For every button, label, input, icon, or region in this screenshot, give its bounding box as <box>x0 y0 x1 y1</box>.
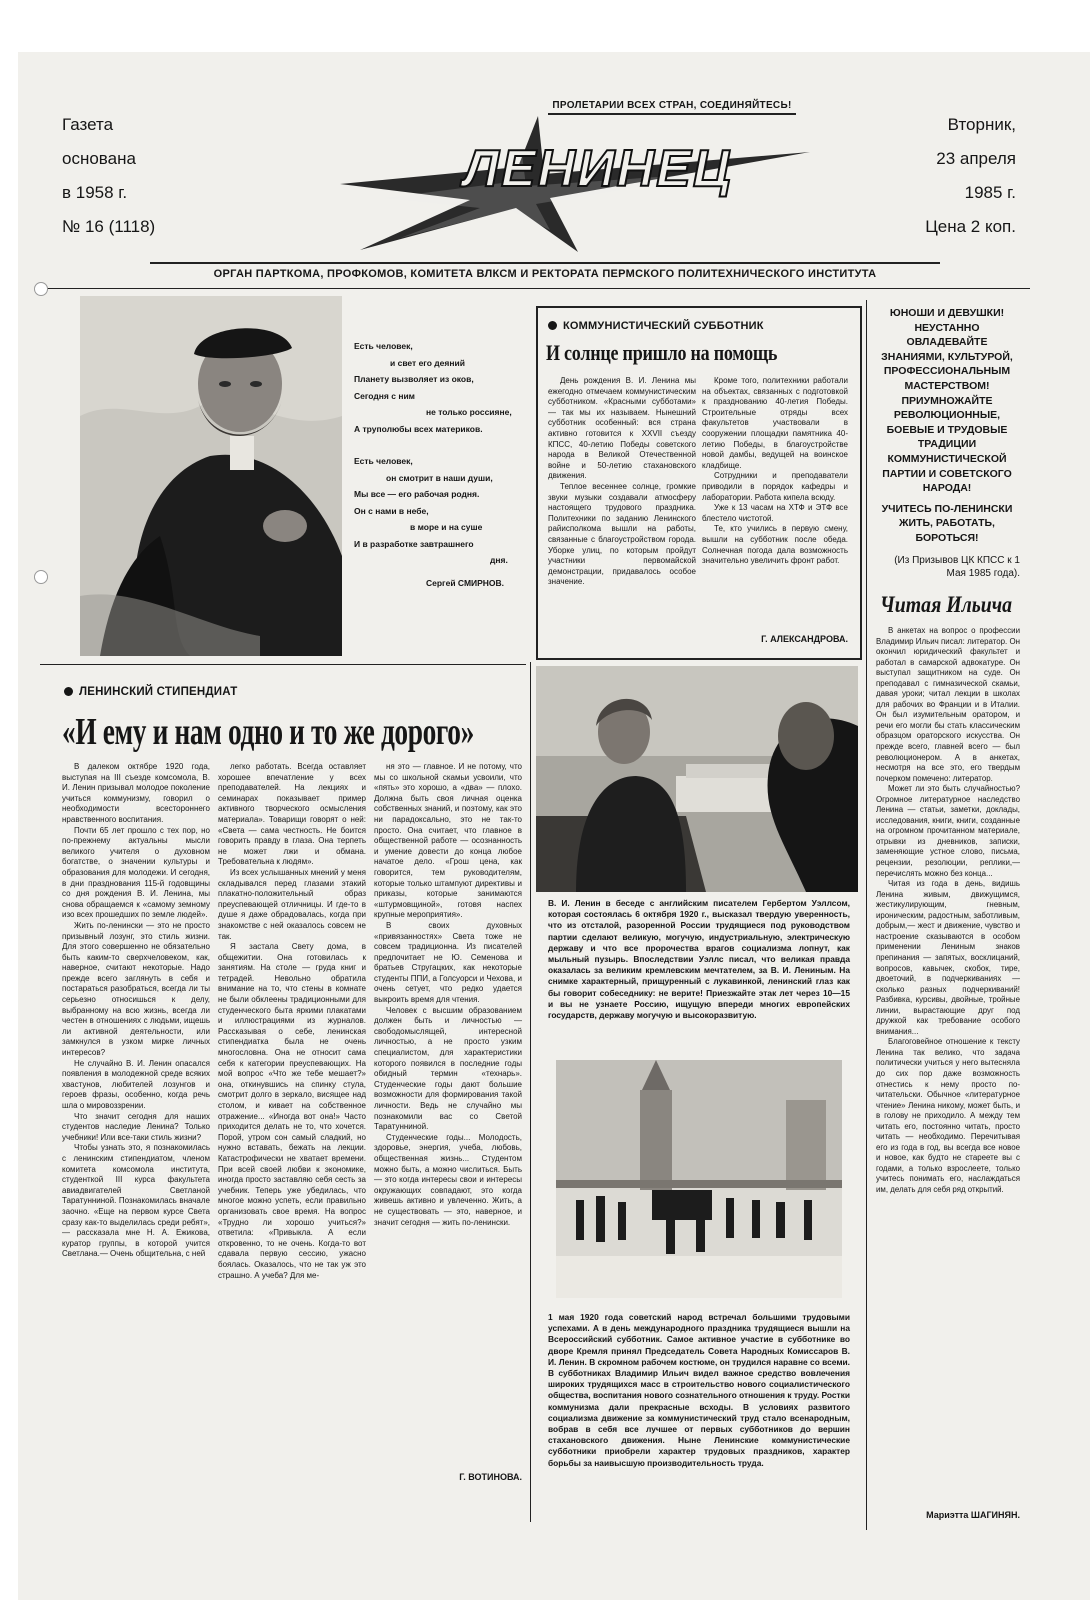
masthead-rule <box>150 262 940 264</box>
subbotnik-1920-photo <box>556 1060 842 1298</box>
reading-column: В анкетах на вопрос о профессии Владимир Ильич писал: литератор. Он окончил юридический факультет и работал в самарской адвокатуре. Он выступал защитником на суде. Он преподавал с гимназической скамьи, давая уроки; читал лекции в школах для рабочих во Франции и в Италии. Он был изумительным оратором, и речи его могли бы стать классическим образцом ораторского искусства. Он прежде всего, главней всего — был революционером. А в анкетах, несмотря на все это, его твердым почерком помечено: литератор. Может ли это быть случайностью? Огромное литературное наследство Ленина — статьи, заметки, доклады, исследования, книги, книги, созданные на огромном прочитанном материале, отрывки из дневников, записки, заменяющие устное слово, письма, рецензии, резолюции, реплики,— перечислять можно без конца... Читая из года в день, видишь Ленина живым, движущимся, жестикулирующим, гневным, ироническим, радостным, заботливым, добрым,— жест и движение, чувство и настроение сказываются в особом применении Лениным знаков препинания — запятых, восклицаний, вопросов, кавычек, скобок, тире, двоеточий, в подчеркиваниях — сколько разных подчеркиваний! Разбивка, курсивы, двойные, тройные линии, вырастающие друг под дружкой как требование особого внимания... Благоговейное отношение к тексту Ленина так велико, что задача политически учиться у него вытесняла до сих пор даже возможность отнестись к нему просто по-читательски. Обычное «литературное чтение» Ленина никому, может быть, и в голову не приходило. А между тем читать его, постоянно читать, просто читать — необходимо. Перечитывая его из года в год, вы всегда все новое и новое, как будто не стареете вы с годами, а только взрослеете, только учитесь понимать его, наслаждаться им, делать для себя ряд открытий. <box>876 626 1020 1194</box>
poem-line: И в разработке завтрашнего <box>354 538 474 549</box>
founded-label: Газета <box>62 115 114 134</box>
subbotnik-headline: И солнце пришло на помощь <box>546 340 778 365</box>
bullet-icon <box>548 321 557 330</box>
binder-hole <box>34 570 48 584</box>
poem-line: А труполюбы всех материков. <box>354 423 483 434</box>
subbotnik-rubric: КОММУНИСТИЧЕСКИЙ СУББОТНИК <box>548 320 764 332</box>
poem-line: он смотрит в наши души, <box>386 472 493 483</box>
reading-headline: Читая Ильича <box>880 592 1013 617</box>
motto: ПРОЛЕТАРИИ ВСЕХ СТРАН, СОЕДИНЯЙТЕСЬ! <box>548 100 796 115</box>
poem-line: Сегодня с ним <box>354 390 415 401</box>
stipend-author: Г. ВОТИНОВА. <box>459 1472 522 1482</box>
column-divider <box>866 300 867 1530</box>
founded-year: в 1958 г. <box>62 183 128 202</box>
bullet-icon <box>64 687 73 696</box>
price: Цена 2 коп. <box>925 217 1016 236</box>
binder-hole <box>34 282 48 296</box>
date: 23 апреля <box>936 149 1016 168</box>
poem-line: не только россияне, <box>426 407 512 417</box>
poem-author: Сергей СМИРНОВ. <box>426 577 505 588</box>
poem-line: Он с нами в небе, <box>354 505 429 516</box>
newspaper-logo <box>340 112 810 252</box>
poem <box>350 338 528 591</box>
poem-line: в море и на суше <box>410 522 483 532</box>
organ-rule <box>40 288 1030 289</box>
photo1-caption: В. И. Ленин в беседе с английским писателем Гербертом Уэллсом, которая состоялась 6 октября 1920 г., высказал твердую уверенность, что из отсталой, разоренной России трудящиеся под руководством партии сделают великую, могучую, индустриальную, электрическую державу и что все пророчества врагов социализма лопнут, как мыльный пузырь. Впоследствии Уэллс писал, что великая правда оказалась за великим кремлевским мечтателем, за В. И. Лениным. На снимке характерный, прищуренный с лукавинкой, ленинский глаз как бы говорит собеседнику: не верите! Приезжайте этак лет через 10—15 и вы не узнаете Россию, ищущую впереди многих европейских государств, державу могучую и высокоразвитую. <box>548 898 850 1021</box>
appeal-text: ЮНОШИ И ДЕВУШКИ! НЕУСТАННО ОВЛАДЕВАЙТЕ ЗНАНИЯМИ, КУЛЬТУРОЙ, ПРОФЕССИОНАЛЬНЫМ МАСТЕРСТВОМ! ПРИУМНОЖАЙТЕ РЕВОЛЮЦИОННЫЕ, БОЕВЫЕ И ТРУДОВЫЕ ТРАДИЦИИ КОММУНИСТИЧЕСКОЙ ПАРТИИ И СОВЕТСКОГО НАРОДА! <box>881 307 1013 495</box>
weekday: Вторник, <box>947 115 1016 134</box>
stipend-column: легко работать. Всегда оставляет хорошее впечатление у всех преподавателей. На лекциях и семинарах показывает пример активного творческого осмысления материала». Товарищи говорят о ней: «Света — сама честность. Не боится говорить правду в глаза. Она терпеть не может лжи и обмана. Требовательна к людям». Из всех услышанных мнений у меня складывался перед глазами этакий плакатно-положительный образ преуспевающей отличницы. И где-то в душе я даже обрадовалась, когда при знакомстве с ней оказалось совсем не так. Я застала Свету дома, в общежитии. Она готовилась к занятиям. На столе — груда книг и тетрадей. Невольно обратила внимание на то, что стены в комнате не были обклеены традиционными для студенческого быта яркими плакатами и иллюстрациями из журналов. Рассказывая о себе, ленинская стипендиатка была не очень многословна. Она не относит сама себя к категории преуспевающих. На мой вопрос «Что же тебе мешает?» она, откинувшись на спинку стула, смотрит долго в зеркало, висящее над столом, и кивает на собственное отражение... «Иногда вот она!» Часто приходится делать не то, что хочется. Порой, утром сон самый сладкий, но нужно вставать, бежать на лекции. Катастрофически не хватает времени. При всей своей любви к экономике, иногда просто заставляю себя сесть за учебник. Теперь уже убедилась, что многое можно успеть, если правильно организовать свое время. На вопрос «Трудно ли хорошо учиться?» ответила: «Привыкла. А если откровенно, то не очень. Когда-то вот сдавала первую сессию, ужасно боялась. Оказалось, что не так уж это страшно. А учеба? Для ме- <box>218 762 366 1280</box>
appeal-source: (Из Призывов ЦК КПСС к 1 Мая 1985 года). <box>894 554 1020 579</box>
year: 1985 г. <box>964 183 1016 202</box>
poem-line: Есть человек, <box>354 456 413 466</box>
stipend-headline: «И ему и нам одно и то же дорого» <box>62 711 474 753</box>
stipend-rubric: ЛЕНИНСКИЙ СТИПЕНДИАТ <box>64 686 237 698</box>
appeal-sub: УЧИТЕСЬ ПО-ЛЕНИНСКИ ЖИТЬ, РАБОТАТЬ, БОРОТЬСЯ! <box>881 502 1013 544</box>
newspaper-title: ЛЕНИНЕЦ <box>463 140 733 198</box>
subbotnik-author: Г. АЛЕКСАНДРОВА. <box>761 634 848 644</box>
stipend-column: В далеком октябре 1920 года, выступая на III съезде комсомола, В. И. Ленин призывал молодое поколение учиться коммунизму, говорил о необходимости всестороннего нравственного воспитания. Почти 65 лет прошло с тех пор, но по-прежнему актуальны мысли великого учителя о духовном богатстве, о значении культуры и образования для молодежи. И сегодня, в дни празднования 115-й годовщины со дня рождения В. И. Ленина, мы снова обращаемся к «самому земному изо всех прошедших по земле людей». Жить по-ленински — это не просто призывный лозунг, это стиль жизни. Для этого совершенно не обязательно быть каким-то сверхчеловеком, как, наверное, считают некоторые. Надо прежде всего заглянуть в себя и постараться разобраться, всегда ли ты серьезно относишься к делу, выбранному на всю жизнь, всегда ли честен в отношениях с людьми, ищешь ли активной деятельности, или замкнулся в узком мирке личных интересов? Не случайно В. И. Ленин опасался появления в молодежной среде всяких хвастунов, любителей лозунгов и героев фразы, особенно, когда речь шла о мировоззрении. Что значит сегодня для наших студентов наследие Ленина? Только учебники! Или все-таки стиль жизни? Чтобы узнать это, я познакомилась с ленинским стипендиатом, членом комитета комсомола института, студенткой III курса факультета авиадвигателей Светланой Таратунниной. Познакомилась вначале заочно. «Еще на первом курсе Света сразу как-то выделилась среди ребят»,— рассказала мне Н. А. Ежикова, куратор группы, в которой учится Светлана.— Очень общительна, с ней <box>62 762 210 1259</box>
founded-label: основана <box>62 149 136 168</box>
photo2-caption: 1 мая 1920 года советский народ встречал большими трудовыми успехами. А в день международного праздника трудящиеся вышли на Всероссийский субботник. Самое активное участие в субботнике во дворе Кремля принял Председатель Совета Народных Комиссаров В. И. Ленин. В скромном рабочем костюме, он трудился наравне со всеми. В субботниках Владимир Ильич видел важное средство вовлечения широких трудящихся масс в строительство нового социалистического общества, воспитания нового сознательного отношения к труду. Ростки коммунизма дали прекрасные всходы. В условиях развитого социализма движение за коммунистический труд стало всенародным, вобрав в себя все лучшее от первых субботников до вершин стахановского движения. Ныне Ленинские коммунистические субботники приобрели характер трудовых праздников, характер борьбы за наивысшую производительность труда. <box>548 1312 850 1468</box>
organ-line: ОРГАН ПАРТКОМА, ПРОФКОМОВ, КОМИТЕТА ВЛКСМ И РЕКТОРАТА ПЕРМСКОГО ПОЛИТЕХНИЧЕСКОГО ИНСТИТУТА <box>213 268 877 280</box>
stipend-column: ня это — главное. И не потому, что мы со школьной скамьи усвоили, что «пять» это хорошо, а «два» — плохо. Должна быть своя личная оценка собственных знаний, и поэтому, как это ни парадоксально, это не так-то просто. Она считает, что главное в общественной работе — осознанность и умение довести до конца любое начатое дело. «Грош цена, как говорится, тем руководителям, которые только штампуют директивы и приказы, которые занимаются «штурмовщиной», готовя наспех крупные мероприятия». В своих духовных «привязанностях» Света тоже не совсем традиционна. Из писателей предпочитает не Ю. Семенова и братьев Стругацких, как некоторые студенты ППИ, а Голсуорси и Чехова, и очень сетует, что редко удается выкроить время для чтения. Человек с высшим образованием должен быть и личностью — свободомыслящей, интересной личностью, а не просто узким специалистом, для характеристики которого появился в последние годы обидный термин «технарь». Студенческие годы дают большие возможности для формирования такой личности. Ведь не случайно мы познакомили вас со Светой Таратунниной. Студенческие годы... Молодость, здоровье, энергия, учеба, любовь, общественная жизнь... Студентом можно быть, а можно числиться. Быть — это когда интересы свои и интересы окружающих совпадают, это когда живешь активно и увлеченно. Жить, а не существовать — это, наверное, и значит сегодня — жить по-ленински. <box>374 762 522 1227</box>
column-divider <box>530 662 531 1522</box>
subbotnik-column: Кроме того, политехники работали на объектах, связанных с подготовкой к празднованию 40-летия Победы. Строительные отряды всех факультетов участвовали в сооружении площадки памятника 40-летию Победы, в благоустройстве новой дамбы, ведущей на воинское кладбище. Сотрудники и преподаватели приводили в порядок кафедры и лаборатории. Работа кипела всюду. Уже к 13 часам на ХТФ и ЭТФ все блестело чистотой. Те, кто учились в первую смену, вышли на субботник после обеда. Солнечная погода дала возможность значительно увеличить фронт работ. <box>702 376 848 566</box>
subbotnik-column: День рождения В. И. Ленина мы ежегодно отмечаем коммунистическим субботником. «Красными субботами» — так мы их называем. Нынешний субботник особенный: вся страна активно готовится к XXVII съезду КПСС, 40-летию Победы советского народа в Великой Отечественной войне и 50-летию стахановского движения. Теплое весеннее солнце, громкие звуки музыки создавали атмосферу настоящего трудового праздника. Политехники по заданию Ленинского райисполкома вышли на работы, связанные с благоустройством города. Уборке улиц, по которым пройдут участники первомайской демонстрации, придавалось особое значение. <box>548 376 696 587</box>
reading-author: Мариэтта ШАГИНЯН. <box>926 1510 1020 1520</box>
issue-number: № 16 (1118) <box>62 217 156 236</box>
poem-line: Мы все — его рабочая родня. <box>354 489 480 499</box>
lenin-wells-photo <box>536 666 858 892</box>
lenin-portrait-photo <box>80 296 342 656</box>
masthead-left <box>62 108 155 244</box>
poem-line: и свет его деяний <box>390 357 465 368</box>
appeal <box>874 306 1020 580</box>
poem-line: Планету вызволяет из оков, <box>354 374 474 384</box>
section-rule <box>40 664 526 665</box>
poem-line: дня. <box>490 555 508 565</box>
masthead-right <box>880 108 1016 244</box>
poem-line: Есть человек, <box>354 341 413 351</box>
